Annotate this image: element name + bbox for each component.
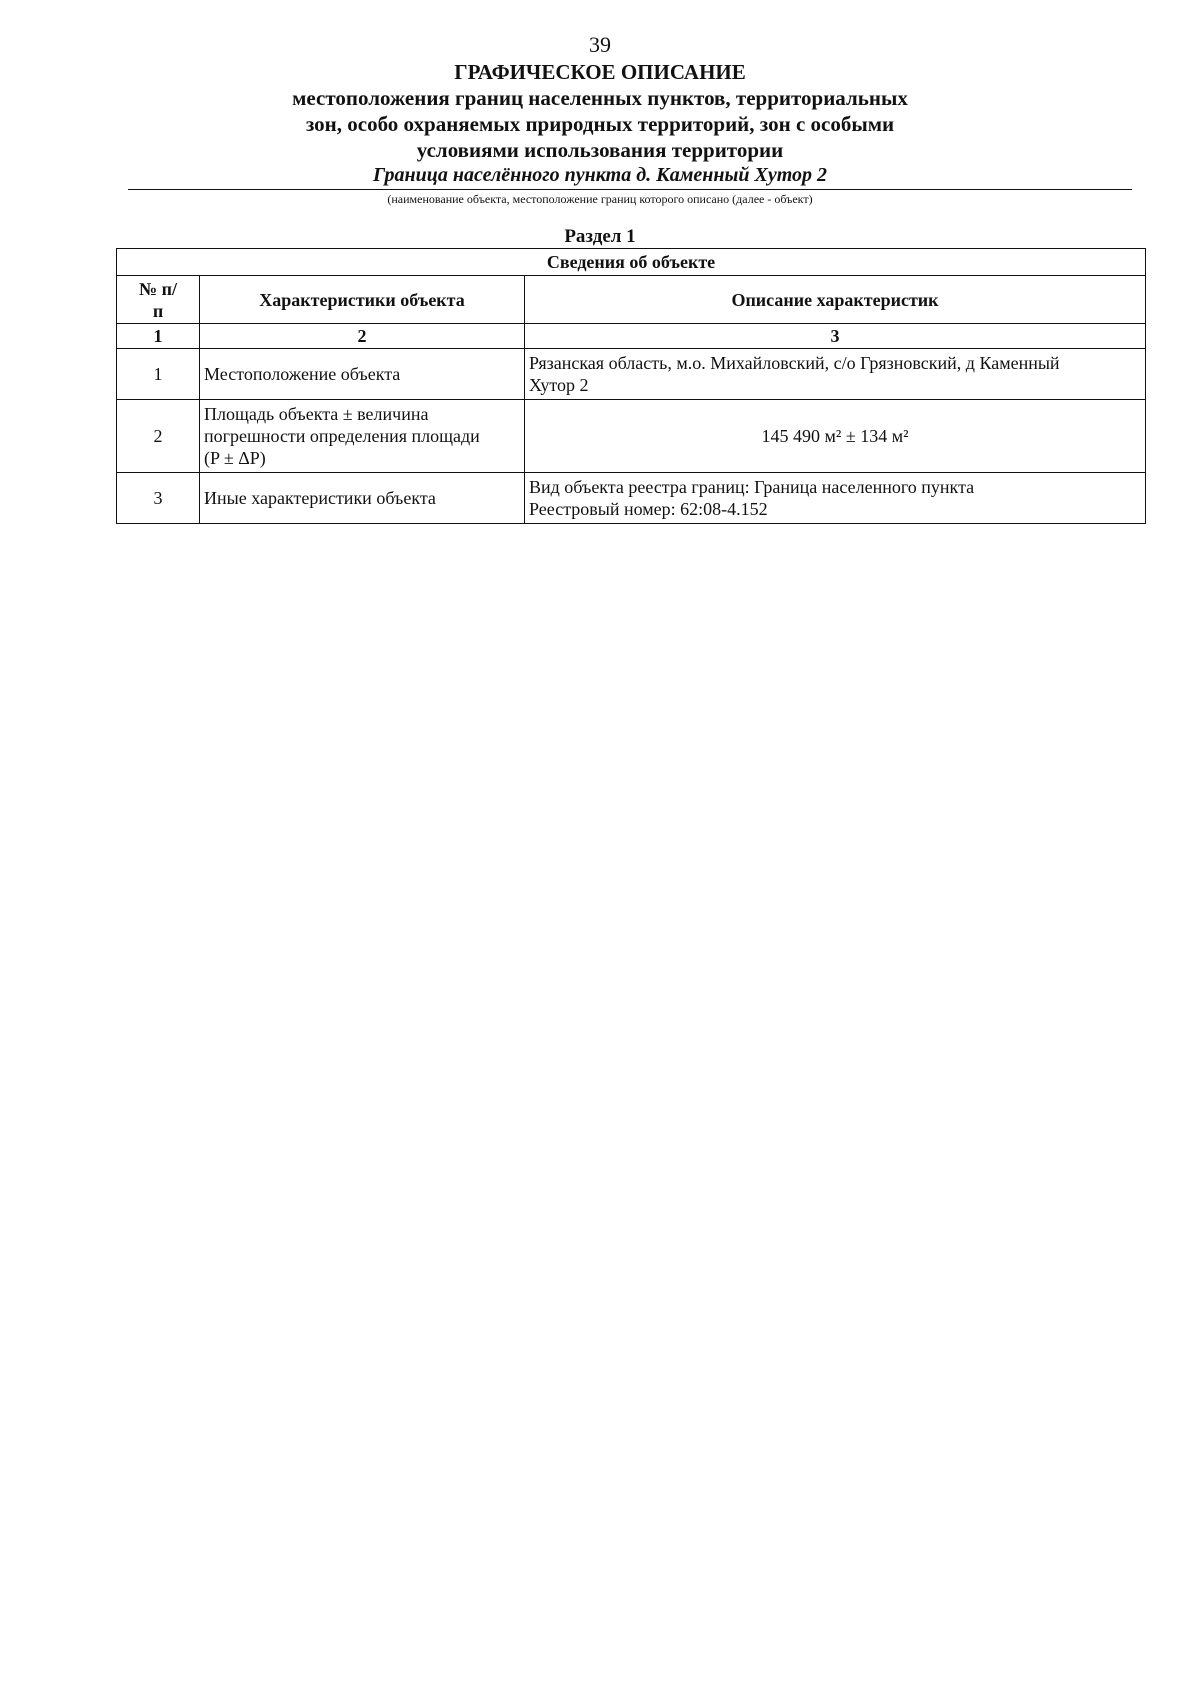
row-description-line: Хутор 2 <box>529 375 589 395</box>
page-number: 39 <box>589 32 611 57</box>
column-number-1: 1 <box>117 324 200 349</box>
column-number-2: 2 <box>200 324 525 349</box>
column-number-row <box>117 324 1146 349</box>
object-name-caption: (наименование объекта, местоположение границ которого описано (далее - объект) <box>387 192 813 206</box>
object-name-underline <box>128 189 1132 190</box>
row-characteristic-line: погрешности определения площади <box>204 426 480 446</box>
row-description-line: Вид объекта реестра границ: Граница населенного пункта <box>529 477 975 497</box>
column-number-3: 3 <box>525 324 1146 349</box>
header-num <box>117 276 200 324</box>
section-title: Раздел 1 <box>564 226 636 247</box>
table-caption: Сведения об объекте <box>117 249 1146 276</box>
row-description-line: Рязанская область, м.о. Михайловский, с/о Грязновский, д Каменный <box>529 353 1060 373</box>
subtitle-line-1: местоположения границ населенных пунктов, территориальных <box>292 86 908 110</box>
header-description: Описание характеристик <box>525 276 1146 324</box>
table-row <box>117 473 1146 524</box>
row-num: 1 <box>117 349 200 400</box>
object-info-table <box>116 248 1146 524</box>
row-characteristic: Местоположение объекта <box>200 349 525 400</box>
subtitle-line-3: условиями использования территории <box>416 138 784 162</box>
row-description <box>525 473 1146 524</box>
row-num: 3 <box>117 473 200 524</box>
header-characteristic: Характеристики объекта <box>200 276 525 324</box>
row-num: 2 <box>117 400 200 473</box>
document-title: ГРАФИЧЕСКОЕ ОПИСАНИЕ <box>454 60 746 84</box>
object-name: Граница населённого пункта д. Каменный Хутор 2 <box>372 164 827 186</box>
table-header-row <box>117 276 1146 324</box>
row-description <box>525 349 1146 400</box>
row-description: 145 490 м² ± 134 м² <box>525 400 1146 473</box>
table-row <box>117 349 1146 400</box>
row-description-line: Реестровый номер: 62:08-4.152 <box>529 499 768 519</box>
subtitle-line-2: зон, особо охраняемых природных территорий, зон с особыми <box>305 112 895 136</box>
row-characteristic-line: Площадь объекта ± величина <box>204 404 429 424</box>
table-caption-row <box>117 249 1146 276</box>
row-characteristic <box>200 400 525 473</box>
row-characteristic: Иные характеристики объекта <box>200 473 525 524</box>
row-characteristic-line: (P ± ΔP) <box>204 448 266 468</box>
header-num-text: № п/п <box>139 278 177 321</box>
table-row <box>117 400 1146 473</box>
